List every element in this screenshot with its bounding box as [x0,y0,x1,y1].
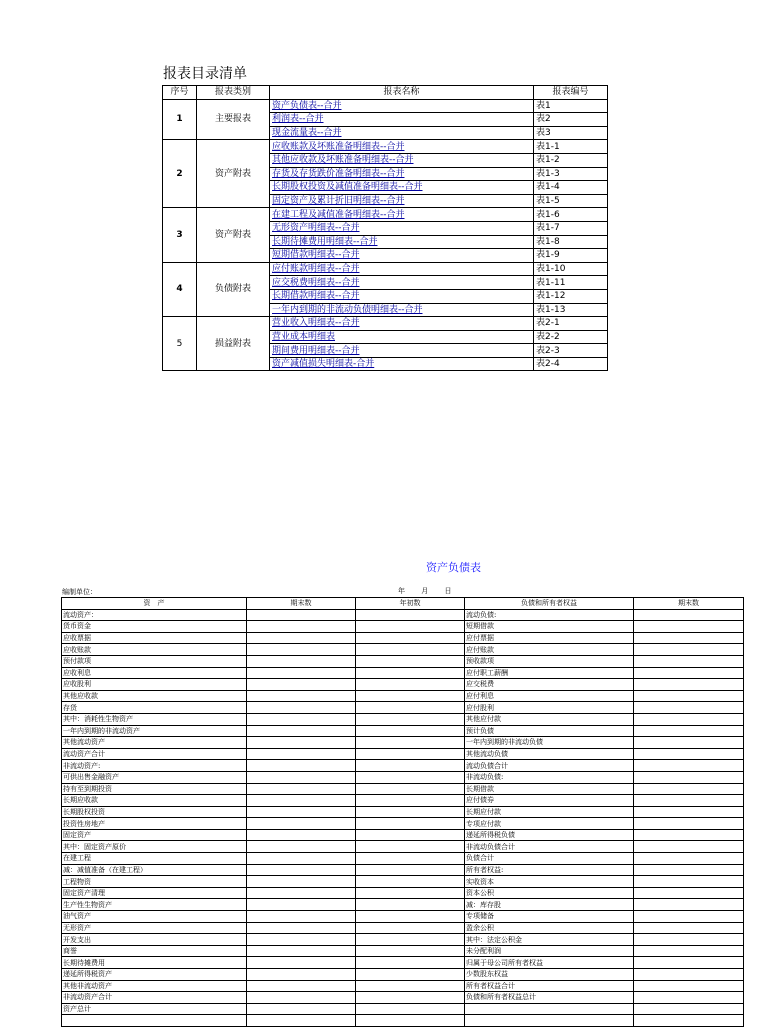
toc-report-link[interactable]: 长期股权投资及减值准备明细表--合并 [270,181,534,195]
asset-period-end-cell[interactable] [247,957,356,969]
liability-period-end-cell[interactable] [634,795,744,807]
asset-period-end-cell[interactable] [247,725,356,737]
balance-sheet-row [62,853,744,865]
liability-item-label: 其中：法定公积金 [465,934,634,946]
toc-report-link[interactable]: 其他应收款及坏账准备明细表--合并 [270,153,534,167]
balance-sheet-row [62,748,744,760]
toc-report-link[interactable]: 在建工程及减值准备明细表--合并 [270,208,534,222]
asset-item-label: 流动资产合计 [62,748,247,760]
asset-year-begin-cell[interactable] [356,876,465,888]
balance-sheet-row [62,876,744,888]
toc-report-code: 表1-10 [534,262,608,276]
toc-seq-number: 3 [163,208,197,262]
asset-item-label: 投资性房地产 [62,818,247,830]
toc-report-link[interactable]: 资产负债表--合并 [270,99,534,113]
asset-year-begin-cell[interactable] [356,969,465,981]
liability-item-label: 递延所得税负债 [465,829,634,841]
toc-row [163,208,608,222]
liability-period-end-cell[interactable] [634,911,744,923]
asset-year-begin-cell[interactable] [356,853,465,865]
balance-sheet-row [62,644,744,656]
asset-period-end-cell[interactable] [247,864,356,876]
liability-period-end-cell[interactable] [634,609,744,621]
liability-item-label: 长期借款 [465,783,634,795]
liability-period-end-cell[interactable] [634,748,744,760]
asset-item-label: 应收股利 [62,679,247,691]
balance-sheet-row [62,992,744,1004]
liability-item-label: 应付股利 [465,702,634,714]
toc-report-code: 表2-1 [534,317,608,331]
liability-period-end-cell[interactable] [634,760,744,772]
toc-report-link[interactable]: 长期待摊费用明细表--合并 [270,235,534,249]
liability-item-label: 实收资本 [465,876,634,888]
toc-report-code: 表3 [534,126,608,140]
liability-item-label: 预收款项 [465,655,634,667]
asset-period-end-cell[interactable] [247,934,356,946]
liability-period-end-cell[interactable] [634,632,744,644]
asset-item-label: 持有至到期投资 [62,783,247,795]
asset-item-label: 开发支出 [62,934,247,946]
asset-period-end-cell[interactable] [247,876,356,888]
balance-sheet-row [62,969,744,981]
balance-sheet-row [62,1003,744,1015]
toc-report-link[interactable]: 现金流量表--合并 [270,126,534,140]
toc-seq-number: 1 [163,99,197,140]
asset-year-begin-cell[interactable] [356,713,465,725]
asset-item-label: 流动资产： [62,609,247,621]
liability-item-label: 归属于母公司所有者权益 [465,957,634,969]
asset-year-begin-cell[interactable] [356,737,465,749]
balance-sheet-row [62,922,744,934]
toc-report-link[interactable]: 资产减值损失明细表-合并 [270,357,534,371]
liability-item-label: 减：库存股 [465,899,634,911]
toc-report-code: 表2-3 [534,344,608,358]
toc-row [163,99,608,113]
toc-report-code: 表2 [534,113,608,127]
toc-report-link[interactable]: 无形资产明细表--合并 [270,221,534,235]
liability-period-end-cell[interactable] [634,818,744,830]
asset-year-begin-cell[interactable] [356,655,465,667]
liability-period-end-cell[interactable] [634,702,744,714]
asset-year-begin-cell[interactable] [356,841,465,853]
asset-period-end-cell[interactable] [247,655,356,667]
asset-period-end-cell[interactable] [247,922,356,934]
toc-report-code: 表1-2 [534,153,608,167]
toc-header-seq: 序号 [163,86,197,100]
balance-sheet-row [62,806,744,818]
liability-period-end-cell[interactable] [634,992,744,1004]
liability-period-end-cell[interactable] [634,829,744,841]
toc-report-code: 表1-1 [534,140,608,154]
toc-report-code: 表1-11 [534,276,608,290]
asset-year-begin-cell[interactable] [356,980,465,992]
asset-item-label: 固定资产 [62,829,247,841]
liability-item-label: 非流动负债: [465,771,634,783]
liability-item-label: 负债合计 [465,853,634,865]
asset-item-label: 无形资产 [62,922,247,934]
liability-item-label: 未分配利润 [465,945,634,957]
balance-sheet-row [62,818,744,830]
asset-year-begin-cell[interactable] [356,806,465,818]
asset-item-label: 货币资金 [62,621,247,633]
asset-item-label: 长期待摊费用 [62,957,247,969]
liability-item-label: 一年内到期的非流动负债 [465,737,634,749]
liability-period-end-cell[interactable] [634,783,744,795]
balance-sheet-row [62,690,744,702]
asset-period-end-cell[interactable] [247,667,356,679]
liability-item-label: 资本公积 [465,887,634,899]
liability-period-end-cell[interactable] [634,899,744,911]
toc-report-code: 表1 [534,99,608,113]
asset-year-begin-cell[interactable] [356,609,465,621]
balance-sheet-row [62,887,744,899]
asset-period-end-cell[interactable] [247,1015,356,1027]
asset-period-end-cell[interactable] [247,806,356,818]
asset-item-label: 商誉 [62,945,247,957]
liability-period-end-cell[interactable] [634,1003,744,1015]
liability-item-label: 流动负债: [465,609,634,621]
asset-year-begin-cell[interactable] [356,934,465,946]
asset-item-label: 其他非流动资产 [62,980,247,992]
toc-header-code: 报表编号 [534,86,608,100]
toc-report-link[interactable]: 期间费用明细表--合并 [270,344,534,358]
asset-item-label: 非流动资产: [62,760,247,772]
liability-period-end-cell[interactable] [634,1015,744,1027]
asset-year-begin-cell[interactable] [356,957,465,969]
asset-period-end-cell[interactable] [247,702,356,714]
toc-report-code: 表1-13 [534,303,608,317]
liability-item-label: 负债和所有者权益总计 [465,992,634,1004]
header-assets: 资 产 [62,598,247,610]
toc-report-code: 表1-4 [534,181,608,195]
toc-row [163,140,608,154]
toc-report-link[interactable]: 固定资产及累计折旧明细表--合并 [270,194,534,208]
asset-year-begin-cell[interactable] [356,1003,465,1015]
balance-sheet-row [62,760,744,772]
liability-item-label: 其他流动负债 [465,748,634,760]
liability-item-label: 少数股东权益 [465,969,634,981]
asset-year-begin-cell[interactable] [356,945,465,957]
asset-period-end-cell[interactable] [247,748,356,760]
balance-sheet-row [62,899,744,911]
asset-period-end-cell[interactable] [247,771,356,783]
toc-category: 资产附表 [197,140,270,208]
toc-report-link[interactable]: 利润表--合并 [270,113,534,127]
asset-item-label: 其中：固定资产原价 [62,841,247,853]
asset-item-label: 可供出售金融资产 [62,771,247,783]
liability-period-end-cell[interactable] [634,876,744,888]
liability-item-label: 应交税费 [465,679,634,691]
asset-year-begin-cell[interactable] [356,690,465,702]
toc-report-code: 表1-8 [534,235,608,249]
liability-item-label: 应付账款 [465,644,634,656]
toc-report-link[interactable]: 长期借款明细表--合并 [270,289,534,303]
toc-report-link[interactable]: 应付账款明细表--合并 [270,262,534,276]
liability-item-label: 应付利息 [465,690,634,702]
asset-item-label: 其他流动资产 [62,737,247,749]
liability-period-end-cell[interactable] [634,679,744,691]
asset-year-begin-cell[interactable] [356,667,465,679]
balance-sheet-row [62,632,744,644]
asset-item-label: 长期应收款 [62,795,247,807]
liability-period-end-cell[interactable] [634,667,744,679]
asset-year-begin-cell[interactable] [356,702,465,714]
liability-period-end-cell[interactable] [634,864,744,876]
liability-item-label [465,1003,634,1015]
liability-item-label: 所有者权益: [465,864,634,876]
asset-period-end-cell[interactable] [247,818,356,830]
toc-report-link[interactable]: 应收账款及坏账准备明细表--合并 [270,140,534,154]
liability-period-end-cell[interactable] [634,655,744,667]
toc-row [163,262,608,276]
asset-period-end-cell[interactable] [247,795,356,807]
toc-seq-number: 4 [163,262,197,316]
liability-period-end-cell[interactable] [634,725,744,737]
asset-year-begin-cell[interactable] [356,783,465,795]
asset-year-begin-cell[interactable] [356,795,465,807]
balance-sheet-row [62,783,744,795]
balance-sheet-row [62,771,744,783]
asset-period-end-cell[interactable] [247,609,356,621]
balance-sheet-row [62,609,744,621]
asset-year-begin-cell[interactable] [356,887,465,899]
liability-item-label: 短期借款 [465,621,634,633]
report-index-table [162,85,608,371]
liability-period-end-cell[interactable] [634,737,744,749]
toc-category: 负债附表 [197,262,270,316]
liability-period-end-cell[interactable] [634,945,744,957]
liability-period-end-cell[interactable] [634,969,744,981]
liability-period-end-cell[interactable] [634,806,744,818]
toc-header-name: 报表名称 [270,86,534,100]
asset-period-end-cell[interactable] [247,899,356,911]
asset-period-end-cell[interactable] [247,969,356,981]
asset-year-begin-cell[interactable] [356,679,465,691]
balance-sheet-row [62,829,744,841]
liability-period-end-cell[interactable] [634,887,744,899]
asset-period-end-cell[interactable] [247,621,356,633]
toc-header-row [163,86,608,100]
balance-sheet-row [62,655,744,667]
asset-item-label: 减：减值准备（在建工程） [62,864,247,876]
asset-year-begin-cell[interactable] [356,1015,465,1027]
toc-header-category: 报表类别 [197,86,270,100]
balance-sheet-row [62,621,744,633]
asset-item-label: 油气资产 [62,911,247,923]
asset-period-end-cell[interactable] [247,1003,356,1015]
asset-item-label: 在建工程 [62,853,247,865]
liability-item-label: 应付票据 [465,632,634,644]
asset-item-label: 其他应收款 [62,690,247,702]
balance-sheet-row [62,934,744,946]
asset-period-end-cell[interactable] [247,760,356,772]
asset-period-end-cell[interactable] [247,829,356,841]
liability-period-end-cell[interactable] [634,644,744,656]
asset-year-begin-cell[interactable] [356,899,465,911]
asset-item-label: 资产总计 [62,1003,247,1015]
asset-period-end-cell[interactable] [247,644,356,656]
asset-year-begin-cell[interactable] [356,632,465,644]
asset-item-label: 非流动资产合计 [62,992,247,1004]
asset-year-begin-cell[interactable] [356,818,465,830]
asset-item-label: 应收利息 [62,667,247,679]
header-year-begin: 年初数 [356,598,465,610]
balance-sheet-row [62,1015,744,1027]
asset-period-end-cell[interactable] [247,632,356,644]
asset-item-label: 递延所得税资产 [62,969,247,981]
date-label: 年 月 日 [398,587,459,595]
toc-category: 资产附表 [197,208,270,262]
balance-sheet-row [62,980,744,992]
liability-period-end-cell[interactable] [634,841,744,853]
liability-item-label: 流动负债合计 [465,760,634,772]
liability-item-label: 应付职工薪酬 [465,667,634,679]
balance-sheet-row [62,702,744,714]
toc-report-code: 表1-5 [534,194,608,208]
toc-seq-number: 5 [163,317,197,371]
balance-sheet-title[interactable]: 资产负债表 [426,561,481,574]
toc-report-link[interactable]: 短期借款明细表--合并 [270,249,534,263]
asset-year-begin-cell[interactable] [356,864,465,876]
asset-year-begin-cell[interactable] [356,760,465,772]
liability-item-label: 专项储备 [465,911,634,923]
balance-sheet-row [62,841,744,853]
asset-period-end-cell[interactable] [247,679,356,691]
asset-year-begin-cell[interactable] [356,829,465,841]
asset-period-end-cell[interactable] [247,841,356,853]
liability-item-label: 其他应付款 [465,713,634,725]
toc-report-link[interactable]: 应交税费明细表--合并 [270,276,534,290]
balance-sheet-header-row [62,598,744,610]
asset-year-begin-cell[interactable] [356,725,465,737]
toc-category: 主要报表 [197,99,270,140]
asset-item-label: 固定资产清理 [62,887,247,899]
liability-period-end-cell[interactable] [634,957,744,969]
asset-year-begin-cell[interactable] [356,922,465,934]
balance-sheet-table [61,597,744,1027]
asset-item-label: 预付款项 [62,655,247,667]
asset-period-end-cell[interactable] [247,992,356,1004]
liability-item-label [465,1015,634,1027]
liability-item-label: 长期应付款 [465,806,634,818]
asset-year-begin-cell[interactable] [356,748,465,760]
asset-item-label: 生产性生物资产 [62,899,247,911]
balance-sheet-row [62,795,744,807]
asset-year-begin-cell[interactable] [356,621,465,633]
liability-period-end-cell[interactable] [634,771,744,783]
liability-period-end-cell[interactable] [634,621,744,633]
asset-item-label: 应收票据 [62,632,247,644]
balance-sheet-row [62,957,744,969]
balance-sheet-row [62,725,744,737]
asset-item-label: 存货 [62,702,247,714]
toc-report-link[interactable]: 存货及存货跌价准备明细表--合并 [270,167,534,181]
toc-report-code: 表1-6 [534,208,608,222]
asset-item-label: 应收账款 [62,644,247,656]
header-period-end: 期末数 [247,598,356,610]
toc-report-link[interactable]: 一年内到期的非流动负债明细表--合并 [270,303,534,317]
asset-period-end-cell[interactable] [247,713,356,725]
balance-sheet-row [62,911,744,923]
toc-report-code: 表1-9 [534,249,608,263]
liability-period-end-cell[interactable] [634,690,744,702]
balance-sheet-row [62,667,744,679]
liability-item-label: 非流动负债合计 [465,841,634,853]
asset-year-begin-cell[interactable] [356,992,465,1004]
toc-report-code: 表1-3 [534,167,608,181]
asset-item-label [62,1015,247,1027]
balance-sheet-row [62,864,744,876]
toc-report-link[interactable]: 营业成本明细表 [270,330,534,344]
toc-report-code: 表1-7 [534,221,608,235]
balance-sheet-row [62,679,744,691]
asset-year-begin-cell[interactable] [356,644,465,656]
asset-year-begin-cell[interactable] [356,771,465,783]
preparer-label: 编制单位： [62,588,97,596]
asset-period-end-cell[interactable] [247,783,356,795]
liability-period-end-cell[interactable] [634,980,744,992]
asset-year-begin-cell[interactable] [356,911,465,923]
toc-title: 报表目录清单 [163,66,247,82]
header-liabilities-equity: 负债和所有者权益 [465,598,634,610]
toc-report-code: 表2-2 [534,330,608,344]
balance-sheet-row [62,713,744,725]
liability-period-end-cell[interactable] [634,922,744,934]
asset-period-end-cell[interactable] [247,887,356,899]
asset-period-end-cell[interactable] [247,853,356,865]
asset-period-end-cell[interactable] [247,980,356,992]
liability-item-label: 所有者权益合计 [465,980,634,992]
toc-report-code: 表1-12 [534,289,608,303]
liability-period-end-cell[interactable] [634,713,744,725]
toc-row [163,317,608,331]
toc-seq-number: 2 [163,140,197,208]
liability-item-label: 专项应付款 [465,818,634,830]
toc-report-code: 表2-4 [534,357,608,371]
toc-report-link[interactable]: 营业收入明细表--合并 [270,317,534,331]
liability-period-end-cell[interactable] [634,934,744,946]
asset-period-end-cell[interactable] [247,945,356,957]
asset-period-end-cell[interactable] [247,911,356,923]
asset-item-label: 工程物资 [62,876,247,888]
liability-item-label: 盈余公积 [465,922,634,934]
liability-item-label: 预计负债 [465,725,634,737]
header-period-end-right: 期末数 [634,598,744,610]
balance-sheet-row [62,737,744,749]
asset-item-label: 其中：消耗性生物资产 [62,713,247,725]
liability-period-end-cell[interactable] [634,853,744,865]
asset-period-end-cell[interactable] [247,690,356,702]
asset-item-label: 长期股权投资 [62,806,247,818]
liability-item-label: 应付债券 [465,795,634,807]
balance-sheet-row [62,945,744,957]
toc-category: 损益附表 [197,317,270,371]
asset-period-end-cell[interactable] [247,737,356,749]
asset-item-label: 一年内到期的非流动资产 [62,725,247,737]
